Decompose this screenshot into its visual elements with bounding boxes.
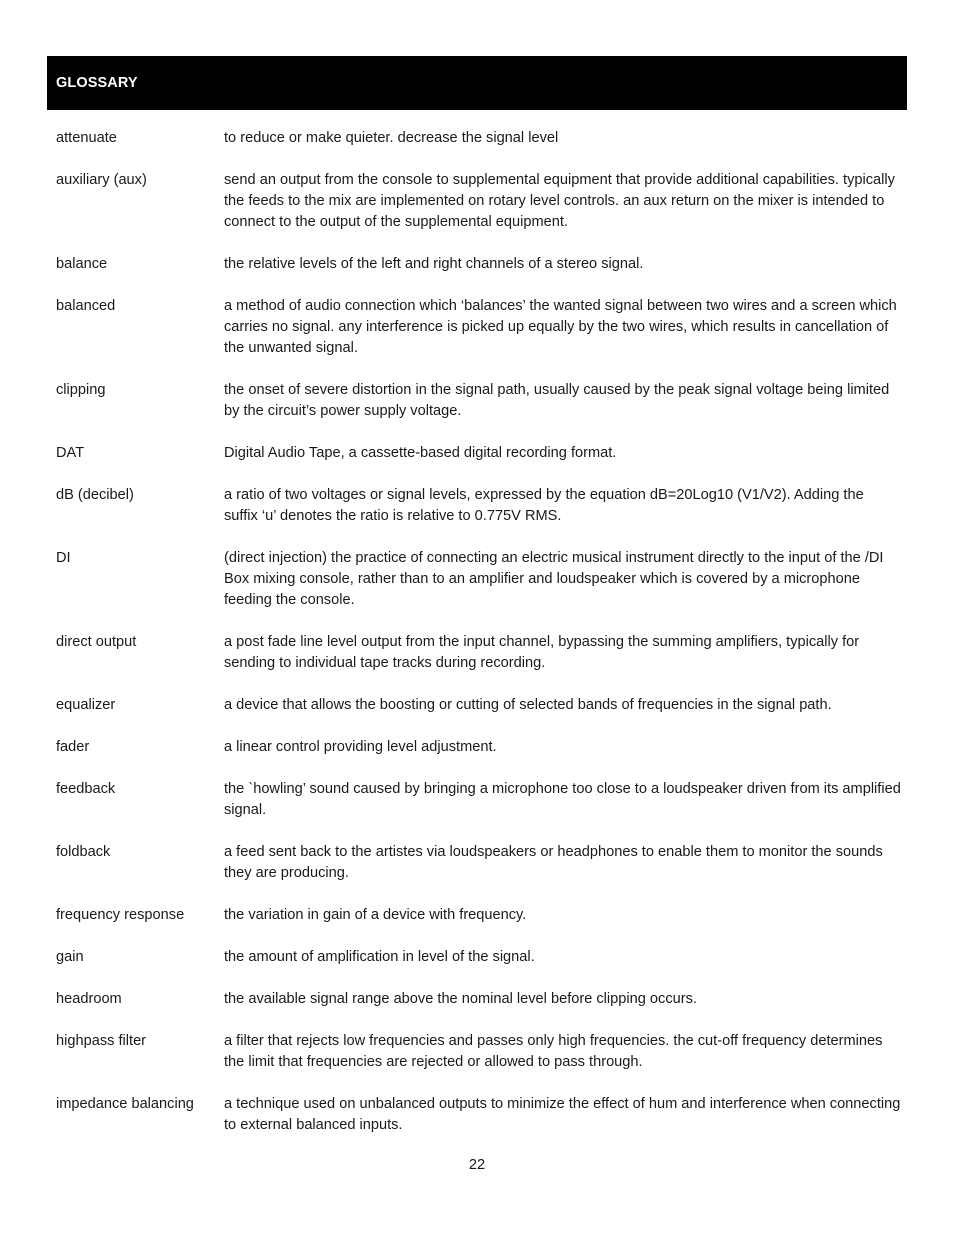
glossary-term: auxiliary (aux) bbox=[56, 172, 147, 188]
glossary-definition: the relative levels of the left and right channels of a stereo signal. bbox=[224, 256, 644, 272]
glossary-definition: to reduce or make quieter. decrease the signal level bbox=[224, 130, 559, 146]
glossary-entry bbox=[56, 485, 901, 527]
glossary-entry bbox=[56, 632, 901, 674]
glossary-list bbox=[56, 128, 901, 1157]
glossary-definition: the amount of amplification in level of the signal. bbox=[224, 949, 535, 965]
glossary-term: gain bbox=[56, 949, 84, 965]
glossary-entry bbox=[56, 989, 901, 1010]
glossary-definition: the onset of severe distortion in the signal path, usually caused by the peak signal voltage being limited by the circuit’s power supply voltage. bbox=[224, 382, 890, 419]
glossary-definition: a post fade line level output from the input channel, bypassing the summing amplifiers, typically for sending to individual tape tracks during recording. bbox=[224, 634, 860, 671]
glossary-entry bbox=[56, 905, 901, 926]
glossary-definition: a method of audio connection which ‘balances’ the wanted signal between two wires and a screen which carries no signal. any interference is picked up equally by the two wires, which results in cancellation of the unwanted signal. bbox=[224, 298, 897, 356]
glossary-definition: a filter that rejects low frequencies and passes only high frequencies. the cut-off frequency determines the limit that frequencies are rejected or allowed to pass through. bbox=[224, 1033, 883, 1070]
glossary-entry bbox=[56, 170, 901, 233]
glossary-entry bbox=[56, 1094, 901, 1136]
glossary-term: equalizer bbox=[56, 697, 116, 713]
glossary-term: feedback bbox=[56, 781, 116, 797]
glossary-header-bar bbox=[47, 56, 907, 110]
glossary-entry bbox=[56, 548, 901, 611]
glossary-term: clipping bbox=[56, 382, 106, 398]
glossary-definition: the variation in gain of a device with frequency. bbox=[224, 907, 527, 923]
glossary-entry bbox=[56, 1031, 901, 1073]
glossary-definition: the available signal range above the nominal level before clipping occurs. bbox=[224, 991, 697, 1007]
glossary-term: fader bbox=[56, 739, 90, 755]
glossary-entry bbox=[56, 128, 901, 149]
glossary-definition: Digital Audio Tape, a cassette-based digital recording format. bbox=[224, 445, 617, 461]
glossary-definition: a device that allows the boosting or cutting of selected bands of frequencies in the signal path. bbox=[224, 697, 832, 713]
glossary-term: direct output bbox=[56, 634, 137, 650]
glossary-term: balanced bbox=[56, 298, 116, 314]
glossary-definition: the `howling’ sound caused by bringing a microphone too close to a loudspeaker driven from its amplified signal. bbox=[224, 781, 901, 818]
glossary-definition: a linear control providing level adjustment. bbox=[224, 739, 497, 755]
glossary-term: dB (decibel) bbox=[56, 487, 134, 503]
glossary-definition: (direct injection) the practice of connecting an electric musical instrument directly to the input of the /DI Box mixing console, rather than to an amplifier and loudspeaker which is covered by a microphone feeding the console. bbox=[224, 550, 884, 608]
glossary-term: headroom bbox=[56, 991, 122, 1007]
glossary-term: DI bbox=[56, 550, 71, 566]
glossary-entry bbox=[56, 380, 901, 422]
glossary-entry bbox=[56, 842, 901, 884]
glossary-term: highpass filter bbox=[56, 1033, 147, 1049]
glossary-definition: send an output from the console to supplemental equipment that provide additional capabilities. typically the feeds to the mix are implemented on rotary level controls. an aux return on the mixer is intended to connect to the output of the supplemental equipment. bbox=[224, 172, 895, 230]
page-title: GLOSSARY bbox=[56, 75, 138, 91]
glossary-definition: a feed sent back to the artistes via loudspeakers or headphones to enable them to monitor the sounds they are producing. bbox=[224, 844, 883, 881]
glossary-definition: a technique used on unbalanced outputs to minimize the effect of hum and interference when connecting to external balanced inputs. bbox=[224, 1096, 901, 1133]
glossary-entry bbox=[56, 254, 901, 275]
glossary-term: attenuate bbox=[56, 130, 117, 146]
glossary-entry bbox=[56, 443, 901, 464]
glossary-term: balance bbox=[56, 256, 108, 272]
glossary-definition: a ratio of two voltages or signal levels, expressed by the equation dB=20Log10 (V1/V2). Adding the suffix ‘u’ denotes the ratio is relative to 0.775V RMS. bbox=[224, 487, 864, 524]
glossary-term: foldback bbox=[56, 844, 111, 860]
page-number: 22 bbox=[468, 1157, 486, 1173]
glossary-entry bbox=[56, 779, 901, 821]
glossary-entry bbox=[56, 737, 901, 758]
glossary-term: impedance balancing bbox=[56, 1096, 194, 1112]
glossary-entry bbox=[56, 296, 901, 359]
glossary-term: frequency response bbox=[56, 907, 185, 923]
glossary-entry bbox=[56, 947, 901, 968]
glossary-entry bbox=[56, 695, 901, 716]
glossary-term: DAT bbox=[56, 445, 85, 461]
